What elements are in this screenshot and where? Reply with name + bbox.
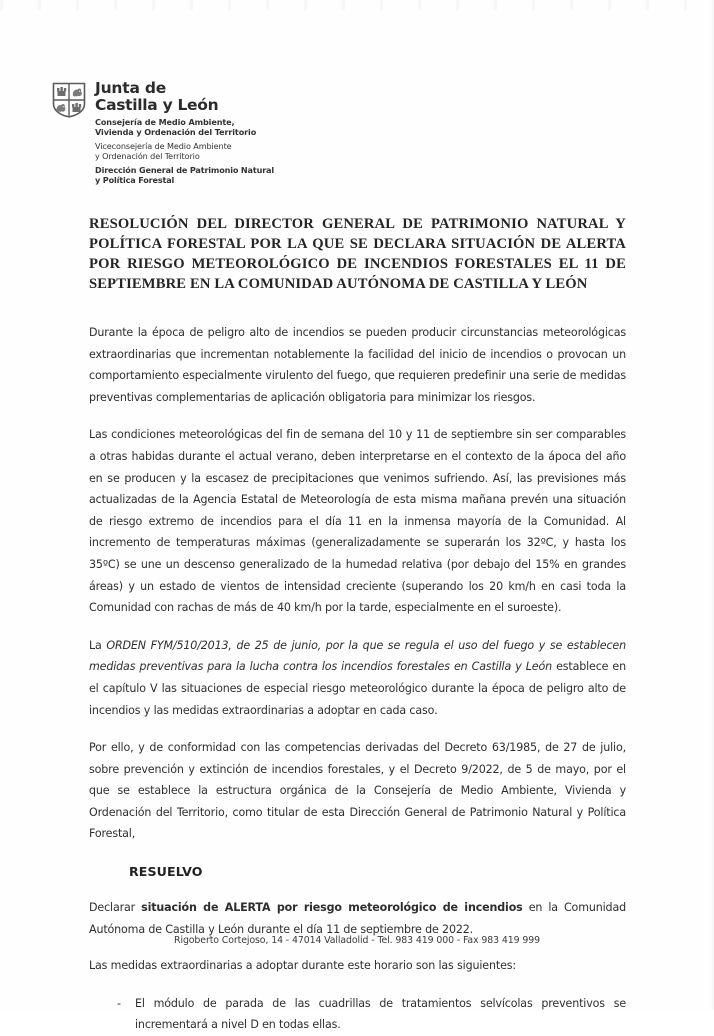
paragraph-1: Durante la época de peligro alto de incendios se pueden producir circunstancias meteorológicas extraordinarias que incrementan notablemente la facilidad del inicio de incendios o provocan un comportamiento especialmente virulento del fuego, que requieren predefinir una serie de medidas preventivas complementarias de aplicación obligatoria para minimizar los riesgos.	[89, 326, 626, 404]
page-footer: Rigoberto Cortejoso, 14 - 47014 Valladolid - Tel. 983 419 000 - Fax 983 419 999	[174, 935, 540, 946]
direccion-general-line-1: Dirección General de Patrimonio Natural	[95, 164, 274, 175]
viceconsejeria-line-2: y Ordenación del Territorio	[95, 151, 200, 162]
dash-marker-icon: -	[117, 996, 121, 1010]
scan-artifact-band	[0, 0, 714, 10]
paragraph-3	[89, 635, 626, 721]
list-item-text: El módulo de parada de las cuadrillas de tratamientos selvícolas preventivos se incrementará a nivel D en todas ellas.	[135, 996, 626, 1032]
castilla-leon-coat-of-arms-icon	[52, 82, 86, 118]
orden-fym-citation: ORDEN FYM/510/2013, de 25 de junio, por la que se regula el uso del fuego y se establecen medidas preventivas para la lucha contra los incendios forestales en Castilla y León	[89, 638, 626, 674]
viceconsejeria-line-1: Viceconsejería de Medio Ambiente	[95, 140, 232, 151]
consejeria-line-1: Consejería de Medio Ambiente,	[95, 117, 235, 127]
list-item	[89, 993, 626, 1036]
consejeria-line-2: Vivienda y Ordenación del Territorio	[95, 127, 257, 138]
paragraph-3-suffix: establece en el capítulo V las situaciones de especial riesgo meteorológico durante la época de peligro alto de incendios y las medidas extraordinarias a adoptar en cada caso.	[89, 660, 626, 717]
paragraph-5-prefix: Declarar	[89, 901, 142, 915]
paragraph-4: Por ello, y de conformidad con las competencias derivadas del Decreto 63/1985, de 27 de julio, sobre prevención y extinción de incendios forestales, y el Decreto 9/2022, de 5 de mayo, por el que se establece la estructura orgánica de la Consejería de Medio Ambiente, Vivienda y Ordenación del Territorio, como titular de esta Dirección General de Patrimonio Natural y Política Forestal,	[89, 741, 626, 841]
letterhead-text	[95, 80, 274, 185]
direccion-general-block	[95, 165, 274, 186]
consejeria-block	[95, 117, 274, 138]
document-title: RESOLUCIÓN DEL DIRECTOR GENERAL DE PATRIMONIO NATURAL Y POLÍTICA FORESTAL POR LA QUE SE DECLARA SITUACIÓN DE ALERTA POR RIESGO METEOROLÓGICO DE INCENDIOS FORESTALES EL 11 DE SEPTIEMBRE EN LA COMUNIDAD AUTÓNOMA DE CASTILLA Y LEÓN	[89, 216, 626, 293]
alerta-declaration-emphasis: situación de ALERTA por riesgo meteorológico de incendios	[141, 901, 523, 915]
paragraph-6: Las medidas extraordinarias a adoptar durante este horario son las siguientes:	[89, 959, 516, 973]
wordmark-line-2: Castilla y León	[95, 95, 219, 114]
document-body	[89, 322, 626, 1036]
paragraph-3-prefix: La	[89, 638, 107, 652]
direccion-general-line-2: y Política Forestal	[95, 175, 175, 186]
letterhead	[52, 80, 274, 185]
paragraph-5-suffix: en la Comunidad Autónoma de Castilla y León durante el día 11 de septiembre de 2022.	[89, 901, 626, 936]
viceconsejeria-block	[95, 141, 274, 162]
wordmark	[95, 80, 274, 113]
paragraph-2: Las condiciones meteorológicas del fin de semana del 10 y 11 de septiembre sin ser comparables a otras habidas durante el actual verano, deben interpretarse en el contexto de la ápoca del año en se producen y la escasez de precipitaciones que venimos sufriendo. Así, las previsiones más actualizadas de la Agencia Estatal de Meteorología de esta misma mañana prevén una situación de riesgo extremo de incendios para el día 11 en la inmensa mayoría de la Comunidad. Al incremento de temperaturas máximas (generalizadamente se superarán los 32ºC, y hasta los 35ºC) se une un descenso generalizado de la humedad relativa (por debajo del 15% en grandes áreas) y un estado de vientos de intensidad creciente (superando los 20 km/h en casi toda la Comunidad con rachas de más de 40 km/h por la tarde, especialmente en el suroeste).	[89, 428, 626, 615]
wordmark-line-1: Junta de	[95, 79, 167, 97]
resuelvo-heading: RESUELVO	[129, 864, 203, 880]
measures-list	[89, 993, 626, 1036]
